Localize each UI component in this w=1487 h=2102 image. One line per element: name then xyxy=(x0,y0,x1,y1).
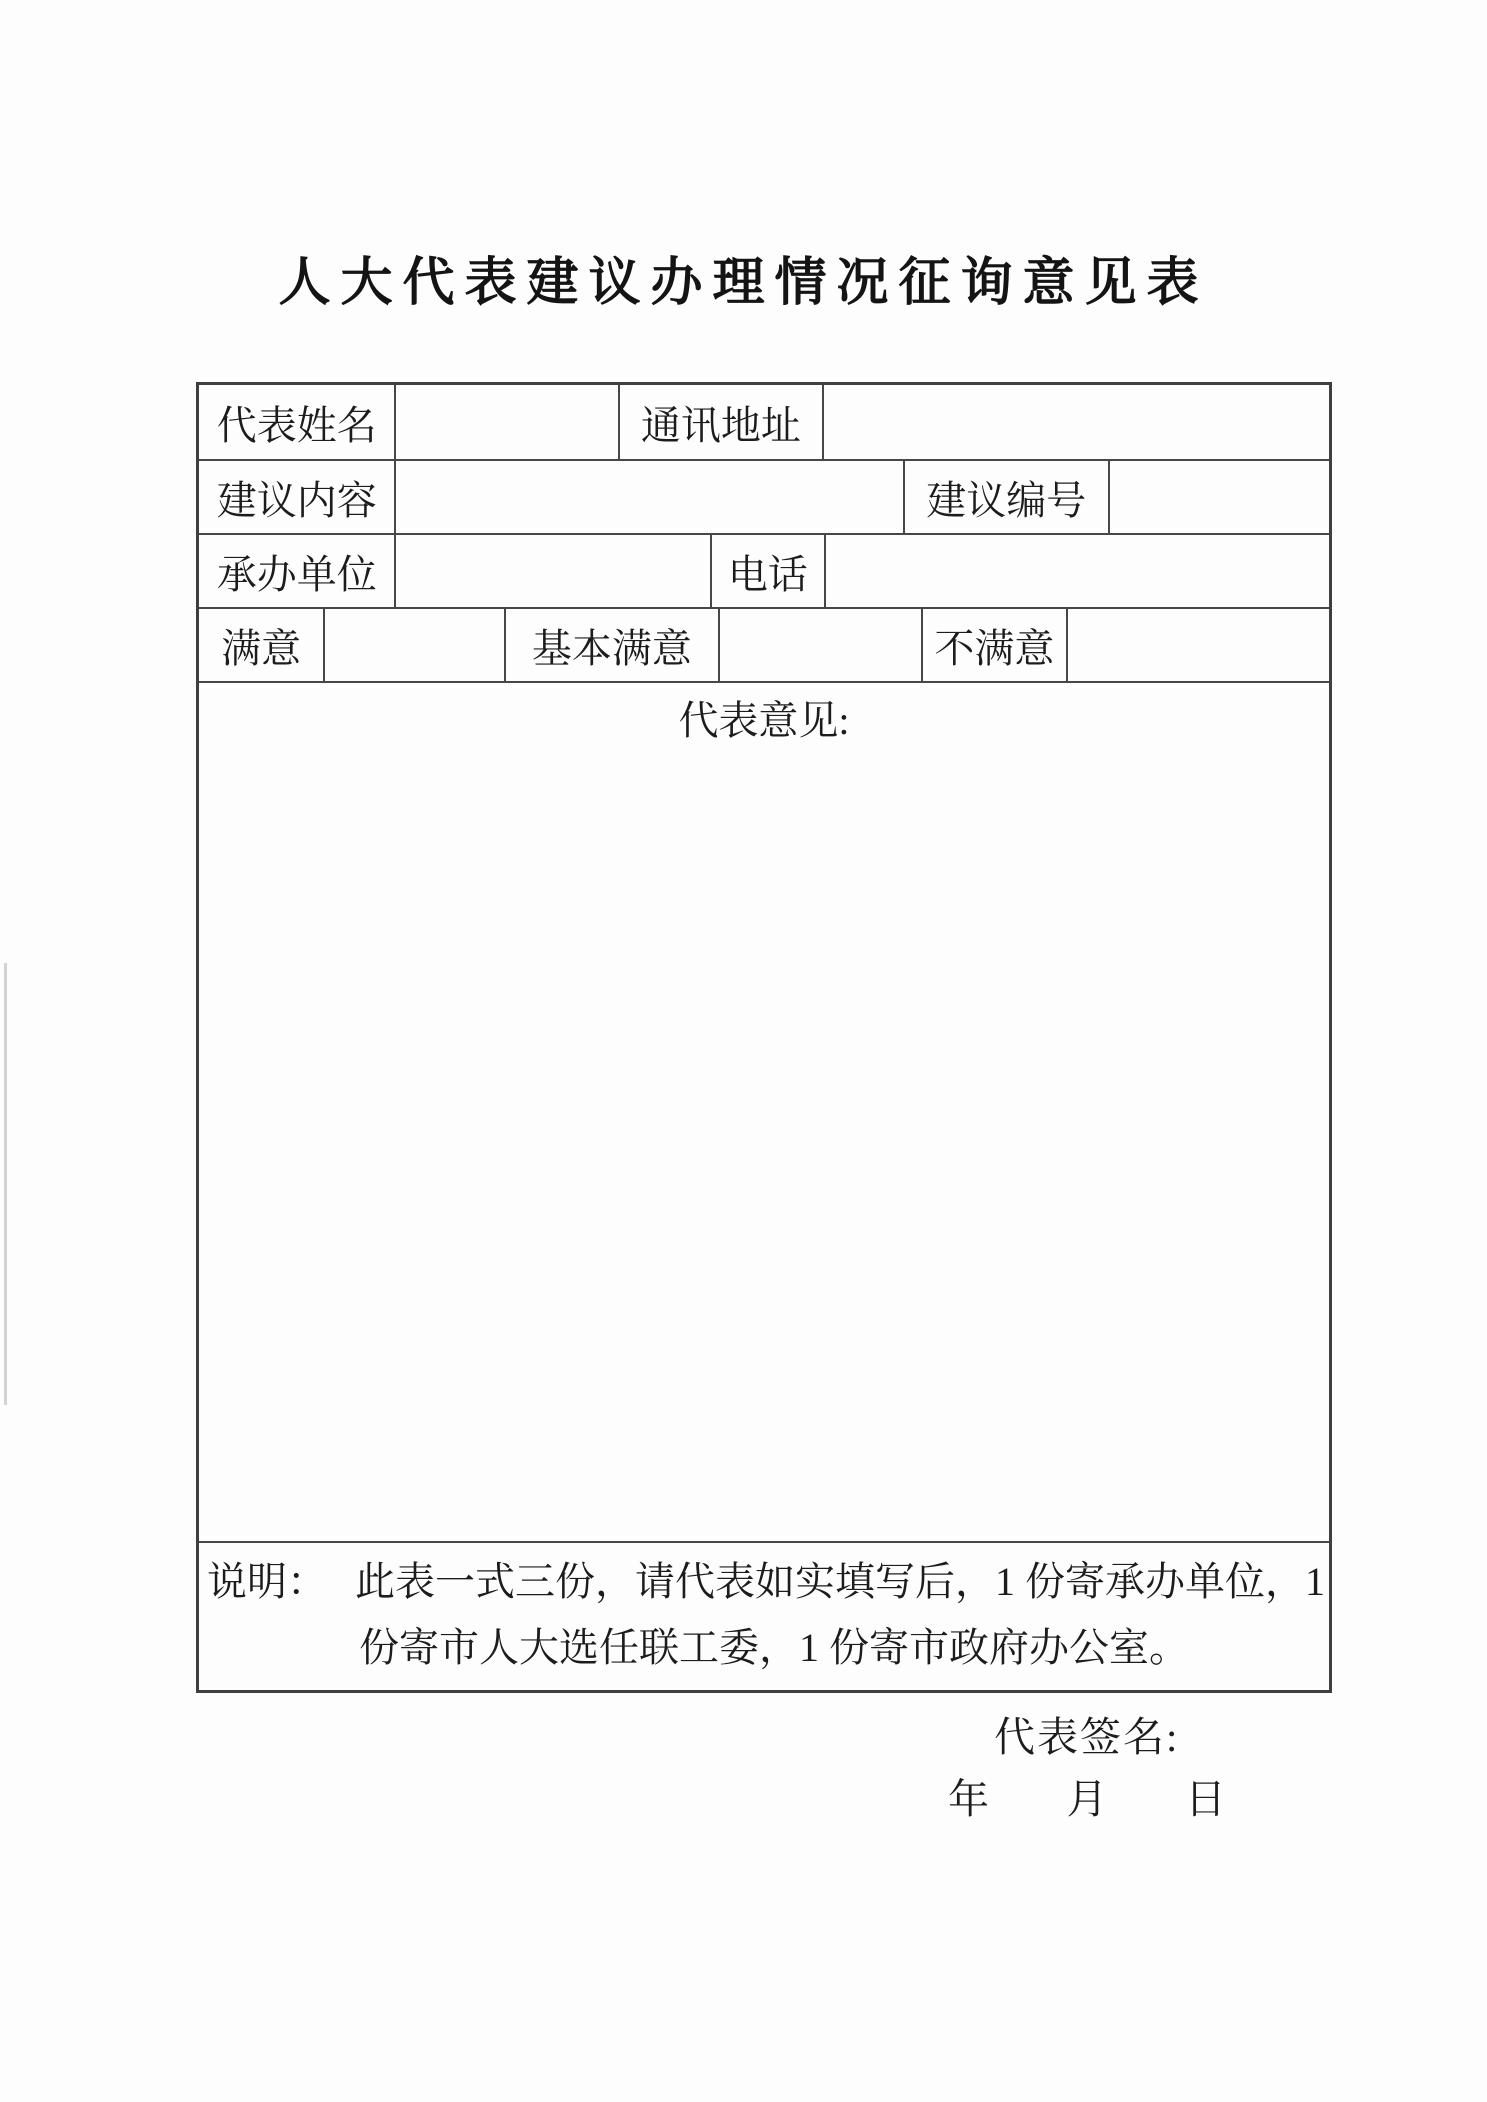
suggestion-number-value xyxy=(1108,461,1330,533)
note-prefix: 说明： xyxy=(207,1559,327,1604)
suggestion-content-label: 建议内容 xyxy=(216,477,377,523)
deputy-opinion-cell xyxy=(199,683,1329,1541)
suggestion-content-value xyxy=(394,461,903,533)
date-line xyxy=(948,1766,1226,1825)
satisfied-label: 满意 xyxy=(221,625,302,671)
unsatisfied-value xyxy=(1066,609,1329,681)
day-label: 日 xyxy=(1185,1776,1226,1822)
month-label: 月 xyxy=(1066,1776,1108,1822)
table-row-satisfaction xyxy=(199,607,1329,681)
form-title: 人大代表建议办理情况征询意见表 xyxy=(278,255,1209,312)
year-label: 年 xyxy=(948,1776,989,1822)
table-row-handling-unit xyxy=(199,533,1329,607)
phone-label: 电话 xyxy=(710,535,824,607)
table-row-identity xyxy=(199,385,1329,459)
basically-satisfied-value xyxy=(718,609,921,681)
table-row-suggestion xyxy=(199,459,1329,533)
unsatisfied-label: 不满意 xyxy=(921,609,1066,681)
table-row-note xyxy=(199,1541,1329,1690)
suggestion-number-label: 建议编号 xyxy=(903,461,1108,533)
note-line-1 xyxy=(207,1549,1325,1615)
mailing-address-value xyxy=(822,385,1329,459)
phone-value xyxy=(824,535,1329,607)
mailing-address-label: 通讯地址 xyxy=(618,385,821,459)
basically-satisfied-label: 基本满意 xyxy=(504,609,718,681)
note-line1-text: 此表一式三份，请代表如实填写后，1 份寄承办单位，1 xyxy=(355,1559,1325,1604)
scan-artifact-line xyxy=(4,963,7,1405)
deputy-opinion-label: 代表意见: xyxy=(678,698,850,743)
handling-unit-label: 承办单位 xyxy=(216,551,377,597)
deputy-name-value xyxy=(394,385,618,459)
deputy-signature-label: 代表签名: xyxy=(994,1714,1180,1760)
note-cell xyxy=(199,1543,1329,1690)
note-line-2: 份寄市人大选任联工委，1 份寄市政府办公室。 xyxy=(359,1625,1189,1670)
table-row-opinion xyxy=(199,681,1329,1541)
form-table xyxy=(196,382,1332,1693)
satisfied-value xyxy=(323,609,504,681)
handling-unit-value xyxy=(394,535,709,607)
deputy-name-label: 代表姓名 xyxy=(216,402,377,448)
